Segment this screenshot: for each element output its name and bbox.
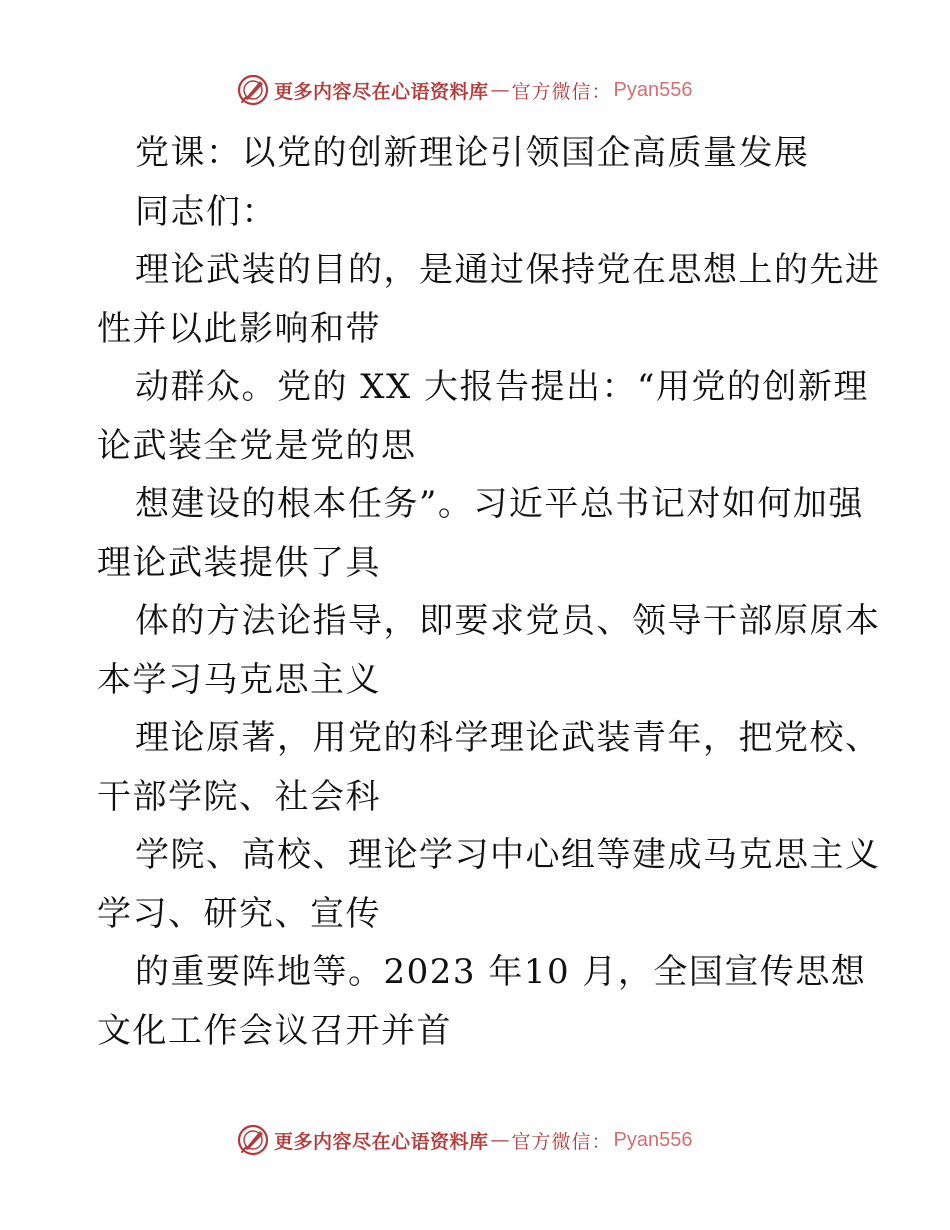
body-line: 动群众。党的 XX 大报告提出：“用党的创新理 bbox=[135, 367, 869, 407]
watermark-separator: — bbox=[490, 1129, 510, 1151]
document-title: 党课：以党的创新理论引领国企高质量发展 bbox=[135, 133, 810, 173]
watermark-separator: — bbox=[490, 79, 510, 101]
body-line: 本学习马克思主义 bbox=[97, 659, 381, 700]
watermark-wechat-id: Pyan556 bbox=[613, 78, 693, 101]
footer-watermark bbox=[236, 1123, 716, 1157]
watermark-text: 更多内容尽在心语资料库 bbox=[274, 1130, 489, 1153]
body-line: 想建设的根本任务”。习近平总书记对如何加强 bbox=[135, 484, 864, 524]
body-line: 文化工作会议召开并首 bbox=[97, 1010, 452, 1051]
body-line: 理论武装提供了具 bbox=[97, 542, 381, 583]
body-line: 的重要阵地等。2023 年10 月，全国宣传思想 bbox=[135, 952, 867, 992]
watermark-wechat-label: 官方微信： bbox=[511, 1130, 612, 1153]
body-line: 论武装全党是党的思 bbox=[97, 425, 417, 466]
body-line: 学习、研究、宣传 bbox=[97, 893, 381, 934]
document-body bbox=[97, 124, 881, 1060]
quill-logo-icon bbox=[236, 73, 270, 107]
greeting: 同志们： bbox=[135, 191, 277, 232]
watermark-wechat-label: 官方微信： bbox=[511, 80, 612, 103]
body-line: 理论武装的目的，是通过保持党在思想上的先进 bbox=[135, 250, 881, 290]
quill-logo-icon bbox=[236, 1123, 270, 1157]
body-line: 性并以此影响和带 bbox=[97, 308, 381, 349]
watermark-text: 更多内容尽在心语资料库 bbox=[274, 80, 489, 103]
body-line: 理论原著，用党的科学理论武装青年，把党校、 bbox=[135, 718, 881, 758]
body-line: 学院、高校、理论学习中心组等建成马克思主义 bbox=[135, 835, 881, 875]
body-line: 体的方法论指导，即要求党员、领导干部原原本 bbox=[135, 601, 881, 641]
watermark-wechat-id: Pyan556 bbox=[613, 1128, 693, 1151]
body-line: 干部学院、社会科 bbox=[97, 776, 381, 817]
header-watermark bbox=[236, 73, 716, 107]
